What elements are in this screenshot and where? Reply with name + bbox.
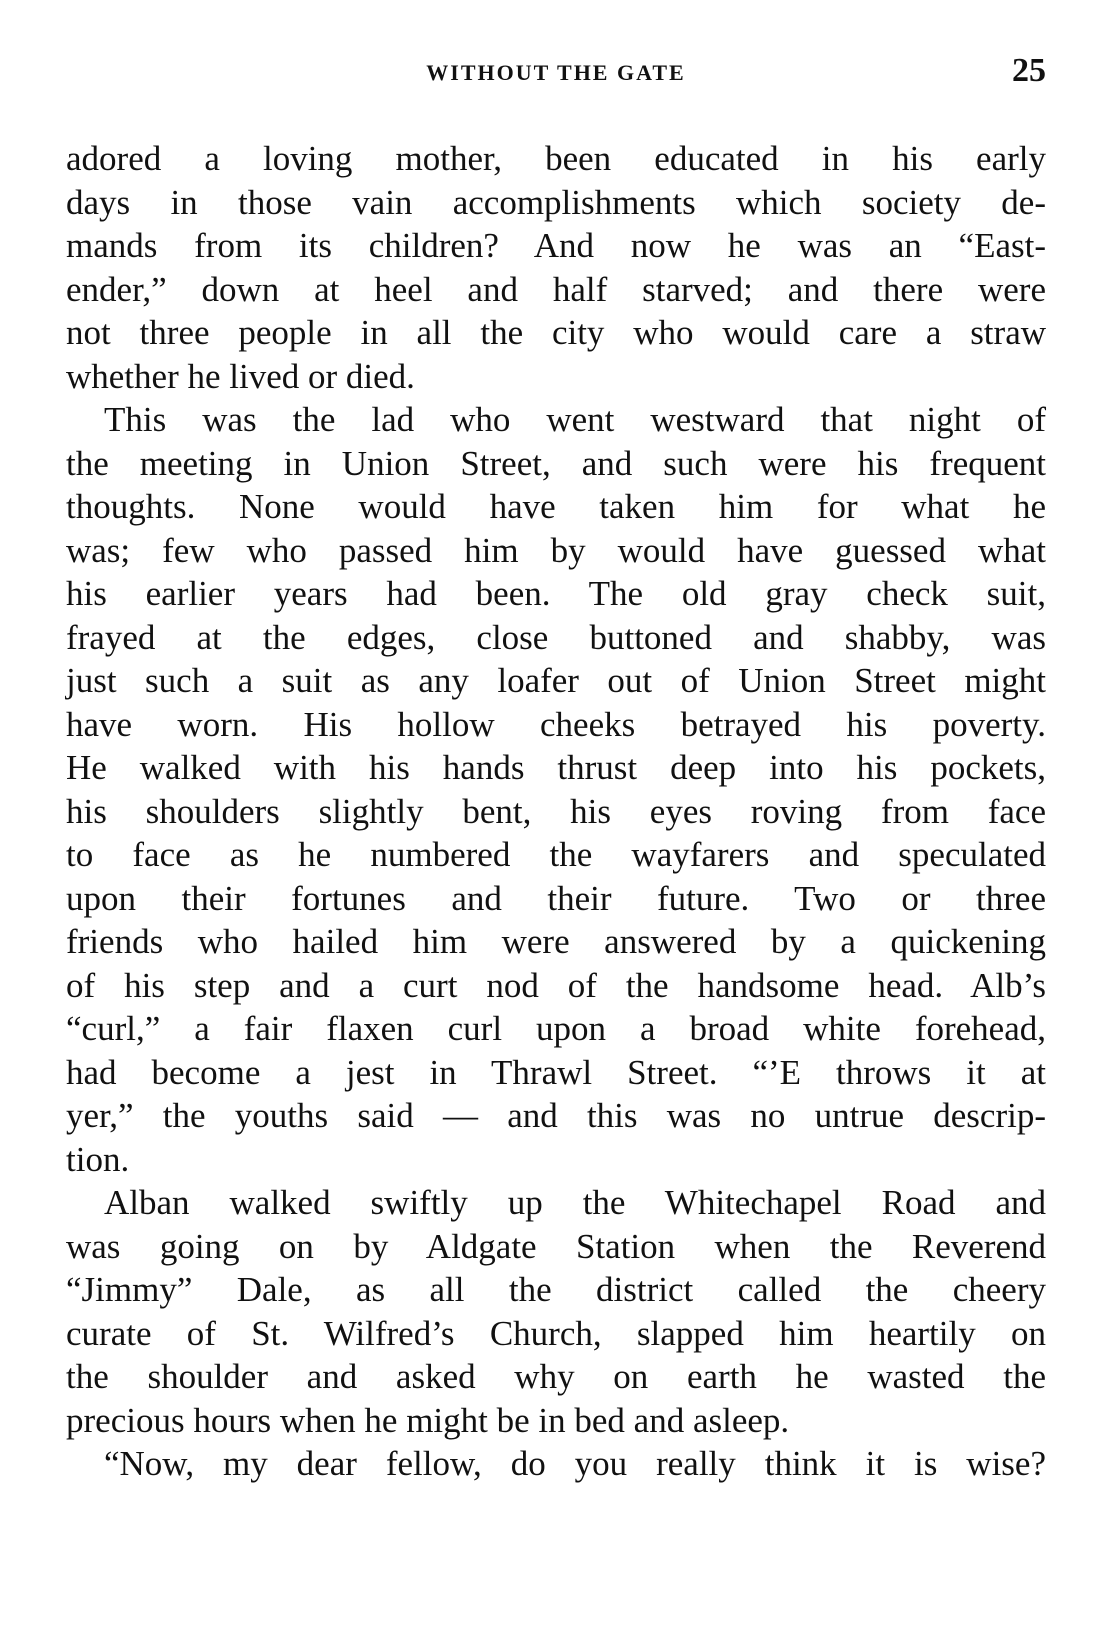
text-line: his earlier years had been. The old gray check suit, — [66, 574, 1046, 613]
running-header — [66, 52, 1046, 98]
text-line: thoughts. None would have taken him for what he — [66, 487, 1046, 526]
text-line: “Now, my dear fellow, do you really think it is wise? — [104, 1444, 1046, 1483]
text-line: of his step and a curt nod of the handsome head. Alb’s — [66, 965, 1046, 1005]
text-line: had become a jest in Thrawl Street. “’E throws it at — [66, 1052, 1046, 1092]
text-line: the shoulder and asked why on earth he wasted the — [66, 1357, 1046, 1396]
text-line: yer,” the youths said — and this was no untrue descrip- — [66, 1096, 1046, 1135]
body-text — [66, 137, 1046, 1486]
text-line: days in those vain accomplishments which society de- — [66, 182, 1046, 222]
text-line: curate of St. Wilfred’s Church, slapped him heartily on — [66, 1313, 1046, 1353]
text-line: This was the lad who went westward that night of — [104, 400, 1046, 439]
text-line: was; few who passed him by would have guessed what — [66, 530, 1046, 570]
text-line: ender,” down at heel and half starved; and there were — [66, 269, 1046, 309]
text-line: his shoulders slightly bent, his eyes roving from face — [66, 791, 1046, 831]
text-line: upon their fortunes and their future. Two or three — [66, 878, 1046, 918]
text-line: mands from its children? And now he was an “East- — [66, 226, 1046, 265]
text-line: whether he lived or died. — [66, 356, 415, 396]
text-line: adored a loving mother, been educated in his early — [66, 139, 1046, 178]
running-title: WITHOUT THE GATE — [426, 60, 686, 85]
text-line: tion. — [66, 1139, 130, 1179]
text-line: not three people in all the city who would care a straw — [66, 313, 1046, 352]
text-line: was going on by Aldgate Station when the Reverend — [66, 1226, 1046, 1266]
text-line: He walked with his hands thrust deep into his pockets, — [66, 748, 1046, 787]
text-line: frayed at the edges, close buttoned and shabby, was — [66, 617, 1046, 657]
page-number: 25 — [1012, 52, 1046, 89]
text-line: to face as he numbered the wayfarers and speculated — [66, 835, 1046, 874]
text-line: friends who hailed him were answered by a quickening — [66, 922, 1046, 961]
text-line: Alban walked swiftly up the Whitechapel Road and — [104, 1183, 1046, 1222]
text-line: “curl,” a fair flaxen curl upon a broad white forehead, — [66, 1009, 1046, 1048]
text-line: just such a suit as any loafer out of Union Street might — [66, 661, 1046, 700]
text-line: the meeting in Union Street, and such were his frequent — [66, 443, 1046, 483]
text-line: “Jimmy” Dale, as all the district called the cheery — [66, 1270, 1046, 1309]
text-line: have worn. His hollow cheeks betrayed his poverty. — [66, 704, 1046, 744]
text-line: precious hours when he might be in bed and asleep. — [66, 1400, 790, 1440]
